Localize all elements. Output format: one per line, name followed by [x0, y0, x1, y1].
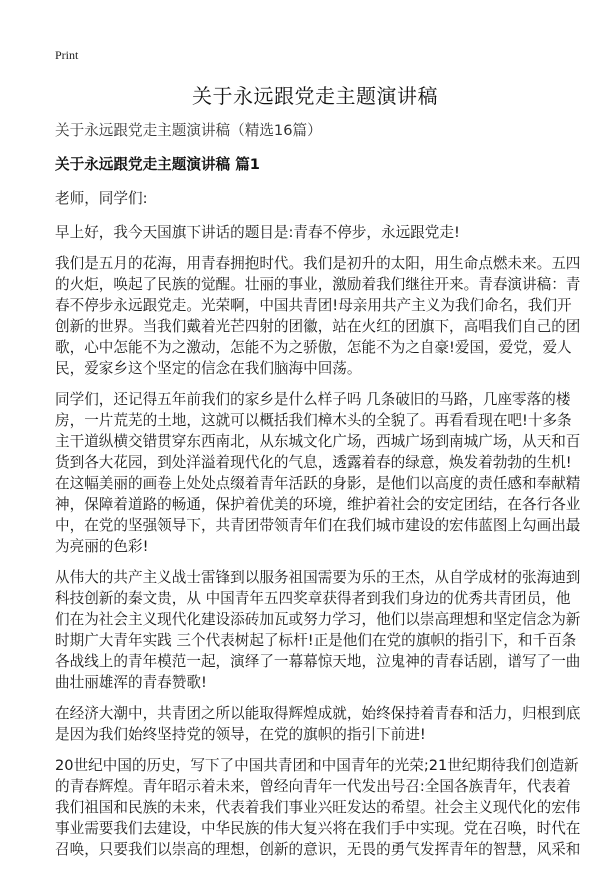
text-line: 的火炬，唤起了民族的觉醒。壮丽的事业，激励着我们继往开来。青春演讲稿：青 [55, 276, 581, 293]
text-line: 从伟大的共产主义战士雷锋到以服务祖国需要为乐的王杰，从自学成材的张海迪到 [55, 569, 581, 586]
text-line: 我们是五月的花海，用青春拥抱时代。我们是初升的太阳，用生命点燃未来。五四 [55, 255, 581, 272]
text-line: 民，爱家乡这个坚定的信念在我们脑海中回荡。 [55, 360, 362, 377]
text-line: 在这幅美丽的画卷上处处点缀着青年活跃的身影，是他们以高度的责任感和奉献精 [55, 475, 581, 492]
text-line: 房，一片荒芜的土地，这就可以概括我们樟木头的全貌了。再看看现在吧!十多条 [55, 412, 572, 429]
text-line: 为亮丽的色彩! [55, 538, 149, 555]
paragraph-2 [55, 253, 581, 379]
paragraph-4 [55, 567, 581, 693]
text-line: 科技创新的秦文贵，从 中国青年五四奖章获得者到我们身边的优秀共青团员，他 [55, 590, 571, 607]
paragraph-6 [55, 755, 581, 860]
text-line: 是因为我们始终坚持党的领导，在党的旗帜的指引下前进! [55, 726, 426, 743]
text-line: 们在为社会主义现代化建设添砖加瓦或努力学习，他们以崇高理想和坚定信念为新 [55, 611, 581, 628]
text-line: 中，在党的坚强领导下，共青团带领青年们在我们城市建设的宏伟蓝图上勾画出最 [55, 517, 581, 534]
paragraph-5 [55, 703, 581, 745]
paragraph-3 [55, 389, 581, 557]
text-line: 时期广大青年实践 三个代表树起了标杆!正是他们在党的旗帜的指引下，和千百条 [55, 632, 577, 649]
text-line: 在经济大潮中，共青团之所以能取得辉煌成就，始终保持着青春和活力，归根到底 [55, 705, 581, 722]
text-line: 创新的世界。当我们戴着光芒四射的团徽，站在火红的团旗下，高唱我们自己的团 [55, 318, 581, 335]
paragraph-1 [55, 222, 575, 243]
text-line: 20世纪中国的历史，写下了中国共青团和中国青年的光荣;21世纪期待我们创造新 [55, 757, 579, 774]
page-title: 关于永远跟党走主题演讲稿 [192, 84, 438, 108]
text-line: 我们祖国和民族的未来，代表着我们事业兴旺发达的希望。社会主义现代化的宏伟 [55, 799, 581, 816]
section-heading: 关于永远跟党走主题演讲稿 篇1 [55, 156, 260, 173]
text-line: 春不停步永远跟党走。光荣啊，中国共青团!母亲用共产主义为我们命名，我们开 [55, 297, 572, 314]
document-body [55, 120, 581, 870]
text-line: 神，保障着道路的畅通，保护着优美的环境，维护着社会的安定团结，在各行各业 [55, 496, 581, 513]
text-line: 早上好，我今天国旗下讲话的题目是:青春不停步，永远跟党走! [55, 224, 460, 241]
text-line: 货到各大花园，到处洋溢着现代化的气息，透露着春的绿意，焕发着勃勃的生机! [55, 454, 572, 471]
text-line: 同学们，还记得五年前我们的家乡是什么样子吗 几条破旧的马路，几座零落的楼 [55, 391, 571, 408]
text-line: 曲壮丽雄浑的青春赞歌! [55, 674, 207, 691]
text-line: 歌，心中怎能不为之激动，怎能不为之骄傲，怎能不为之自豪!爱国，爱党，爱人 [55, 339, 572, 356]
greeting: 老师，同学们: [55, 190, 148, 207]
print-label[interactable]: Print [55, 48, 79, 62]
document-subtitle: 关于永远跟党走主题演讲稿（精选16篇） [55, 122, 322, 139]
text-line: 的青春辉煌。青年昭示着未来，曾经向青年一代发出号召:全国各族青年，代表着 [55, 778, 571, 795]
text-line: 召唤，只要我们以崇高的理想，创新的意识，无畏的勇气发挥青年的智慧，风采和 [55, 841, 581, 858]
text-line: 事业需要我们去建设，中华民族的伟大复兴将在我们手中实现。党在召唤，时代在 [55, 820, 581, 837]
text-line: 各战线上的青年模范一起，演绎了一幕幕惊天地，泣鬼神的青春话剧，谱写了一曲 [55, 653, 581, 670]
text-line: 主干道纵横交错贯穿东西南北，从东城文化广场，西城广场到南城广场，从天和百 [55, 433, 581, 450]
